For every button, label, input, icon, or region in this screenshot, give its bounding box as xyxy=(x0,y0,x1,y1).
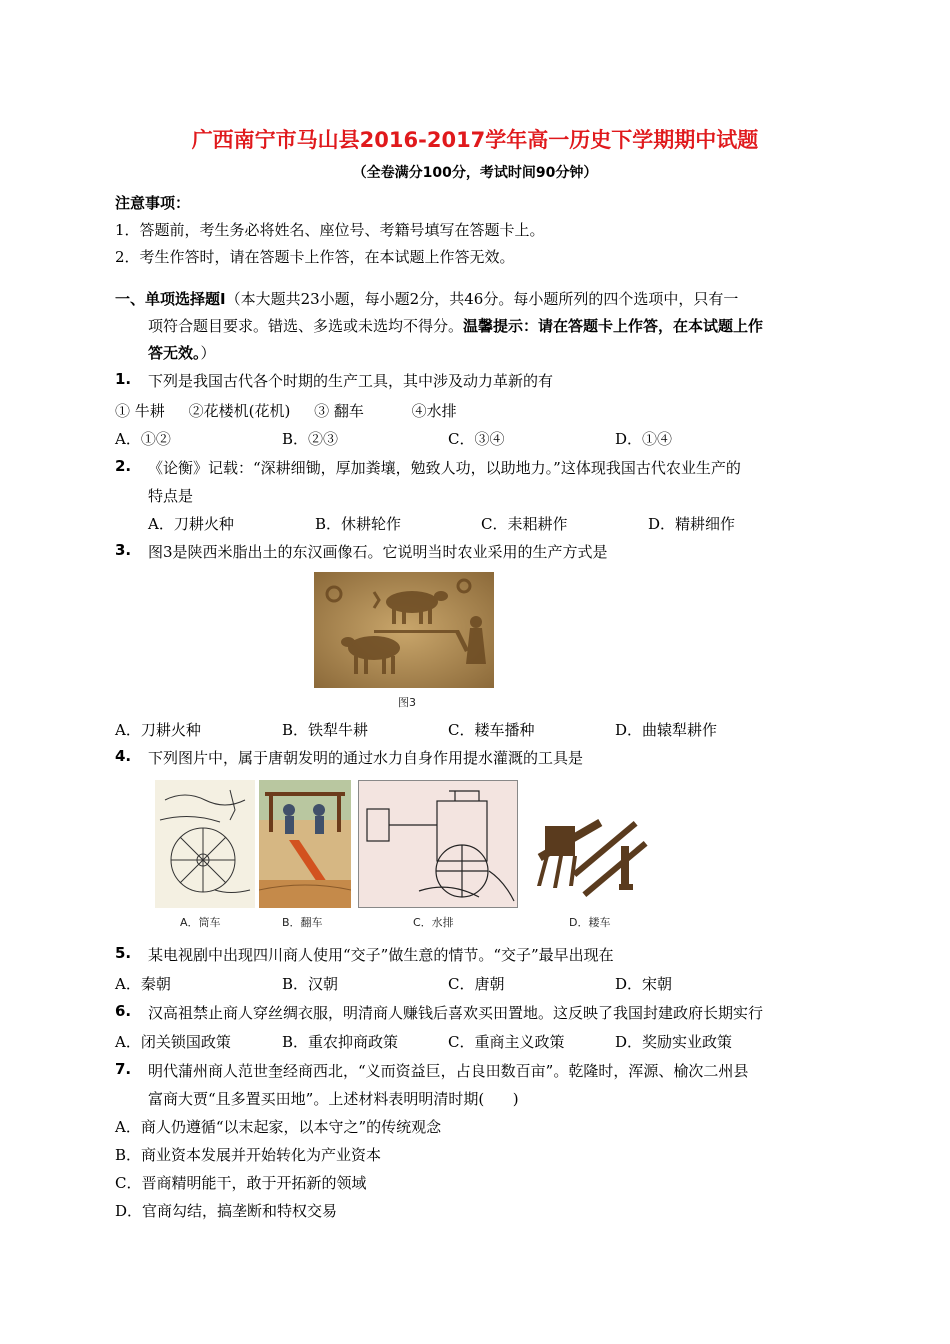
option: C．晋商精明能干，敢于开拓新的领域 xyxy=(115,1174,367,1192)
section-desc: ） xyxy=(200,344,216,362)
figure-caption: 图3 xyxy=(398,696,416,709)
question-number: 3. xyxy=(115,541,132,559)
question-text: 图3是陕西米脂出土的东汉画像石。它说明当时农业采用的生产方式是 xyxy=(148,543,608,561)
water-wheel-image xyxy=(155,780,255,908)
section-desc: （本大题共23小题，每小题2分，共46分。每小题所列的四个选项中，只有一 xyxy=(225,290,739,308)
option: D．精耕细作 xyxy=(648,515,736,533)
question-number: 4. xyxy=(115,747,132,765)
section-line-1 xyxy=(115,288,738,309)
square-pallet-chain-pump-image xyxy=(259,780,351,908)
question-number: 5. xyxy=(115,944,132,962)
question-text: 明代蒲州商人范世奎经商西北，“义而资益巨，占良田数百亩”。乾隆时，浑源、榆次二州县 xyxy=(148,1062,749,1080)
question-text: 《论衡》记载：“深耕细锄，厚加粪壤，勉致人功，以助地力。”这体现我国古代农业生产的 xyxy=(148,459,741,477)
option: C．耧车播种 xyxy=(448,721,535,739)
water-bellows-image xyxy=(358,780,518,908)
page-subtitle: （全卷满分100分，考试时间90分钟） xyxy=(352,165,598,181)
option: A．商人仍遵循“以末起家，以本守之”的传统观念 xyxy=(115,1118,442,1136)
page-title: 广西南宁市马山县2016-2017学年高一历史下学期期中试题 xyxy=(191,128,759,152)
option: B．商业资本发展并开始转化为产业资本 xyxy=(115,1146,382,1164)
seed-drill-image xyxy=(525,776,660,908)
option: B．②③ xyxy=(282,430,339,448)
option: A．闭关锁国政策 xyxy=(115,1033,231,1051)
image-caption: C．水排 xyxy=(413,916,454,929)
question-text: 汉高祖禁止商人穿丝绸衣服，明清商人赚钱后喜欢买田置地。这反映了我国封建政府长期实行 xyxy=(148,1004,764,1022)
option: A．刀耕火种 xyxy=(115,721,201,739)
question-number: 1. xyxy=(115,370,132,388)
notice-heading: 注意事项： xyxy=(115,194,191,212)
image-caption: B．翻车 xyxy=(282,916,323,929)
option: D．①④ xyxy=(615,430,673,448)
notice-item: 2．考生作答时，请在答题卡上作答，在本试题上作答无效。 xyxy=(115,248,515,266)
option: A．刀耕火种 xyxy=(148,515,234,533)
question-items: ① 牛耕 ②花楼机(花机) ③ 翻车 ④水排 xyxy=(115,402,457,420)
stone-relief-image xyxy=(314,572,494,688)
section-warning: 温馨提示：请在答题卡上作答，在本试题上作 xyxy=(463,317,764,335)
section-warning: 答无效。 xyxy=(148,344,201,362)
option: A．秦朝 xyxy=(115,975,171,993)
option: D．官商勾结，搞垄断和特权交易 xyxy=(115,1202,338,1220)
option: B．铁犁牛耕 xyxy=(282,721,369,739)
option: C．耒耜耕作 xyxy=(481,515,568,533)
question-number: 6. xyxy=(115,1002,132,1020)
option: B．汉朝 xyxy=(282,975,339,993)
question-text-cont: 特点是 xyxy=(148,487,194,505)
question-number: 2. xyxy=(115,457,132,475)
section-line-2 xyxy=(148,315,763,336)
option: C．唐朝 xyxy=(448,975,505,993)
question-text: 下列是我国古代各个时期的生产工具，其中涉及动力革新的有 xyxy=(148,372,554,390)
question-text: 某电视剧中出现四川商人使用“交子”做生意的情节。“交子”最早出现在 xyxy=(148,946,614,964)
option: C．重商主义政策 xyxy=(448,1033,565,1051)
notice-item: 1．答题前，考生务必将姓名、座位号、考籍号填写在答题卡上。 xyxy=(115,221,545,239)
image-caption: A．筒车 xyxy=(180,916,221,929)
image-caption: D．耧车 xyxy=(569,916,611,929)
option: A．①② xyxy=(115,430,171,448)
section-desc: 项符合题目要求。错选、多选或未选均不得分。 xyxy=(148,317,464,335)
question-text: 下列图片中，属于唐朝发明的通过水力自身作用提水灌溉的工具是 xyxy=(148,749,584,767)
option: B．重农抑商政策 xyxy=(282,1033,399,1051)
option: C．③④ xyxy=(448,430,505,448)
question-number: 7. xyxy=(115,1060,132,1078)
question-text-cont: 富商大贾“且多置买田地”。上述材料表明明清时期( ) xyxy=(148,1090,519,1108)
section-label: 一、单项选择题Ⅰ xyxy=(115,290,226,308)
option: D．宋朝 xyxy=(615,975,673,993)
option: D．奖励实业政策 xyxy=(615,1033,733,1051)
option: B．休耕轮作 xyxy=(315,515,402,533)
option: D．曲辕犁耕作 xyxy=(615,721,718,739)
section-line-3 xyxy=(148,342,216,363)
